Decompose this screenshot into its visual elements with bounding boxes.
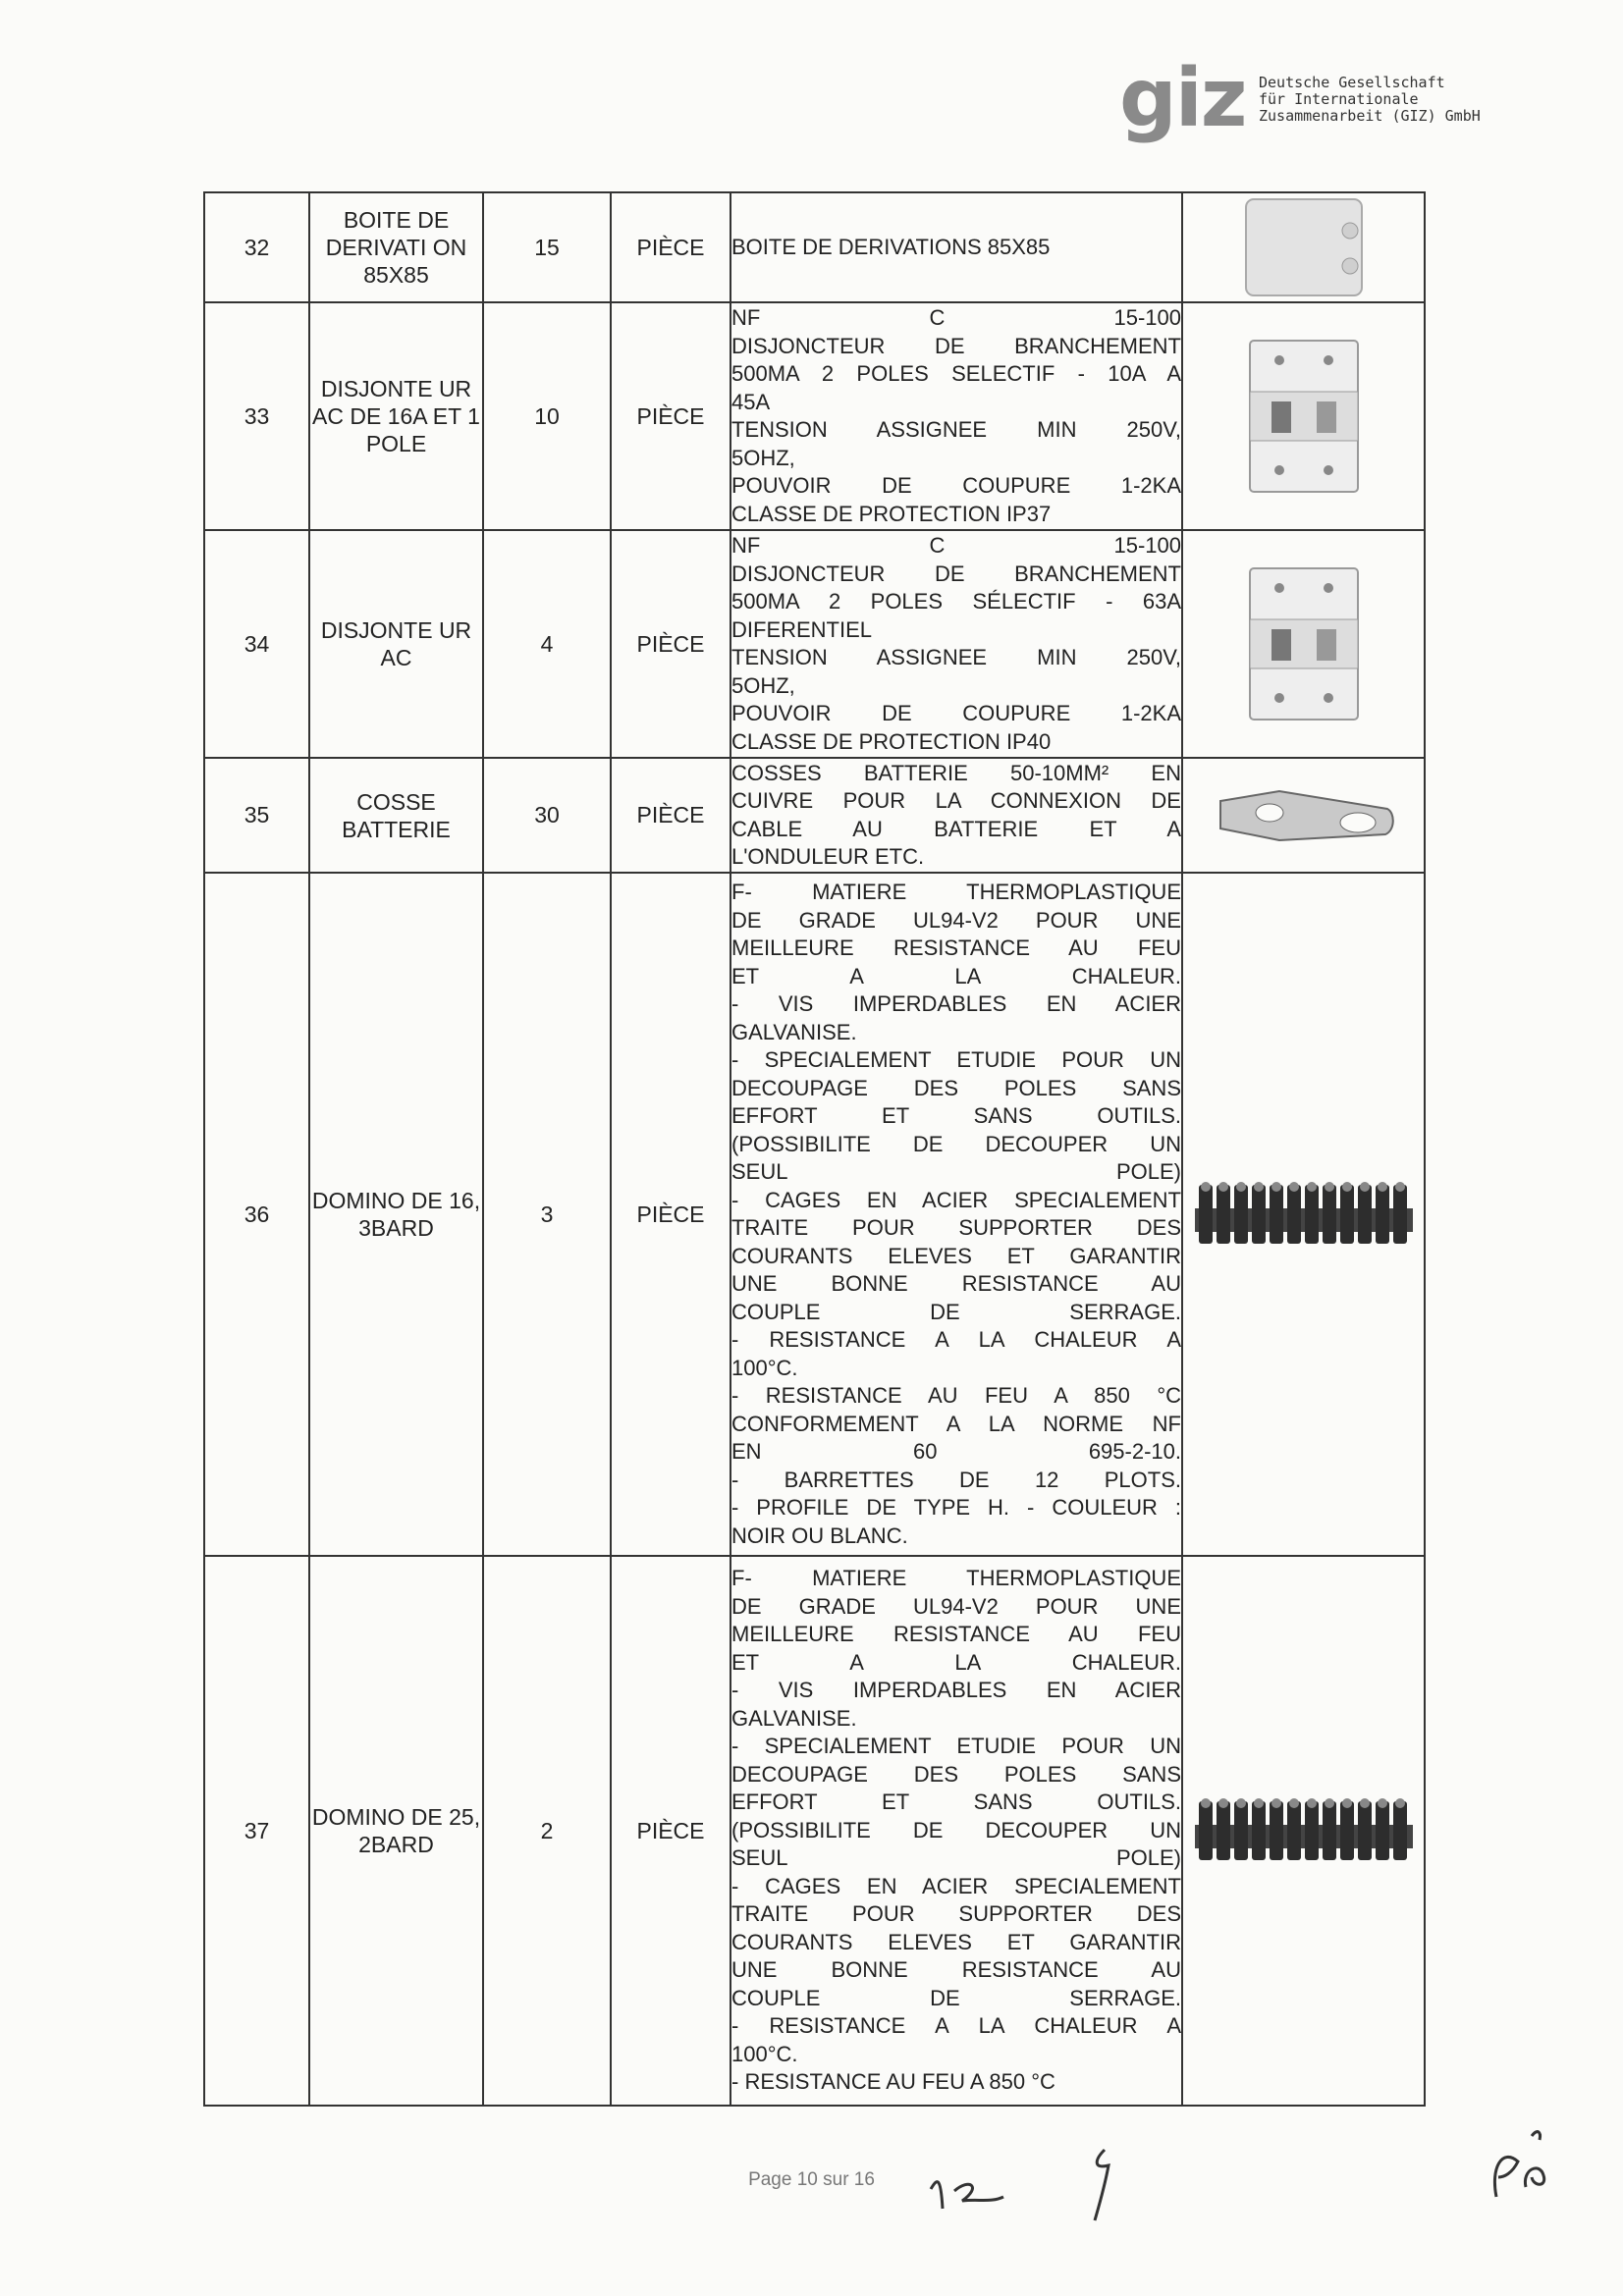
item-number: 33 xyxy=(204,302,309,530)
description-line: - CAGES EN ACIER SPECIALEMENT xyxy=(731,1873,1181,1898)
item-image xyxy=(1182,192,1425,302)
description-line: EFFORT ET SANS OUTILS. xyxy=(731,1103,1181,1128)
handwritten-initials-3 xyxy=(1483,2118,1571,2207)
description-line: F- MATIERE THERMOPLASTIQUE xyxy=(731,1566,1181,1591)
item-name: DISJONTE UR AC DE 16A ET 1 POLE xyxy=(309,302,483,530)
giz-logo-line-1: Deutsche Gesellschaft xyxy=(1259,74,1445,91)
description-line: GALVANISE. xyxy=(731,1705,857,1731)
description-line: CLASSE DE PROTECTION IP37 xyxy=(731,501,1052,526)
item-description xyxy=(730,530,1182,758)
description-line: COSSES BATTERIE 50-10MM² EN xyxy=(731,760,1181,785)
item-number: 35 xyxy=(204,758,309,873)
terminal-strip-icon xyxy=(1191,1165,1417,1263)
description-line: CUIVRE POUR LA CONNEXION DE xyxy=(731,788,1181,813)
table-row xyxy=(204,530,1425,758)
description-line: 500MA 2 POLES SELECTIF - 10A A xyxy=(731,361,1181,386)
description-line: TRAITE POUR SUPPORTER DES xyxy=(731,1215,1181,1240)
item-image xyxy=(1182,758,1425,873)
description-line: POUVOIR DE COUPURE 1-2KA xyxy=(731,473,1181,498)
giz-logo xyxy=(1119,52,1532,147)
description-line: DE GRADE UL94-V2 POUR UNE xyxy=(731,1593,1181,1619)
item-quantity: 2 xyxy=(483,1556,611,2106)
handwritten-initials-2 xyxy=(1075,2138,1134,2226)
item-image xyxy=(1182,302,1425,530)
description-line: DISJONCTEUR DE BRANCHEMENT xyxy=(731,333,1181,358)
item-description xyxy=(730,302,1182,530)
description-line: - VIS IMPERDABLES EN ACIER xyxy=(731,991,1181,1016)
description-line: - VIS IMPERDABLES EN ACIER xyxy=(731,1678,1181,1703)
description-line: TENSION ASSIGNEE MIN 250V, xyxy=(731,645,1181,669)
description-line: - RESISTANCE A LA CHALEUR A xyxy=(731,1327,1181,1352)
junction-box-icon xyxy=(1240,193,1368,301)
description-line: 45A xyxy=(731,389,771,414)
item-quantity: 3 xyxy=(483,873,611,1556)
description-line: - RESISTANCE AU FEU A 850 °C xyxy=(731,2069,1055,2095)
description-line: COUPLE DE SERRAGE. xyxy=(731,1985,1181,2010)
description-line: CONFORMEMENT A LA NORME NF xyxy=(731,1411,1181,1436)
description-line: DISJONCTEUR DE BRANCHEMENT xyxy=(731,561,1181,586)
description-line: EN 60 695-2-10. xyxy=(731,1439,1181,1464)
description-line: EFFORT ET SANS OUTILS. xyxy=(731,1789,1181,1815)
item-description xyxy=(730,192,1182,302)
item-name: DISJONTE UR AC xyxy=(309,530,483,758)
description-line: NF C 15-100 xyxy=(731,305,1181,330)
description-line: 5OHZ, xyxy=(731,445,795,470)
description-line: MEILLEURE RESISTANCE AU FEU xyxy=(731,935,1181,960)
item-name: DOMINO DE 16, 3BARD xyxy=(309,873,483,1556)
description-line: TRAITE POUR SUPPORTER DES xyxy=(731,1901,1181,1927)
description-line: - BARRETTES DE 12 PLOTS. xyxy=(731,1467,1181,1492)
item-name: DOMINO DE 25, 2BARD xyxy=(309,1556,483,2106)
description-line: COUPLE DE SERRAGE. xyxy=(731,1299,1181,1324)
item-unit: PIÈCE xyxy=(611,1556,730,2106)
circuit-breaker-icon xyxy=(1240,333,1368,500)
description-line: SEUL POLE) xyxy=(731,1845,1181,1871)
description-line: L'ONDULEUR ETC. xyxy=(731,844,925,869)
description-line: CABLE AU BATTERIE ET A xyxy=(731,816,1181,841)
description-line: 500MA 2 POLES SÉLECTIF - 63A xyxy=(731,589,1181,614)
item-number: 37 xyxy=(204,1556,309,2106)
table-row xyxy=(204,758,1425,873)
item-number: 32 xyxy=(204,192,309,302)
description-line: - PROFILE DE TYPE H. - COULEUR : xyxy=(731,1495,1181,1520)
giz-logo-line-3: Zusammenarbeit (GIZ) GmbH xyxy=(1259,107,1481,125)
items-table xyxy=(203,191,1426,2107)
item-unit: PIÈCE xyxy=(611,302,730,530)
item-quantity: 10 xyxy=(483,302,611,530)
description-line: GALVANISE. xyxy=(731,1019,857,1044)
item-description xyxy=(730,873,1182,1556)
description-line: - SPECIALEMENT ETUDIE POUR UN xyxy=(731,1047,1181,1072)
description-line: 100°C. xyxy=(731,2041,798,2066)
item-unit: PIÈCE xyxy=(611,530,730,758)
description-line: CLASSE DE PROTECTION IP40 xyxy=(731,728,1052,754)
description-line: DIFERENTIEL xyxy=(731,616,873,642)
description-line: - CAGES EN ACIER SPECIALEMENT xyxy=(731,1187,1181,1212)
item-quantity: 30 xyxy=(483,758,611,873)
description-line: DE GRADE UL94-V2 POUR UNE xyxy=(731,907,1181,933)
description-line: DECOUPAGE DES POLES SANS xyxy=(731,1761,1181,1787)
table-row xyxy=(204,302,1425,530)
item-quantity: 15 xyxy=(483,192,611,302)
giz-logo-line-2: für Internationale xyxy=(1259,90,1419,108)
description-line: MEILLEURE RESISTANCE AU FEU xyxy=(731,1622,1181,1647)
table-row xyxy=(204,873,1425,1556)
description-line: - RESISTANCE A LA CHALEUR A xyxy=(731,2013,1181,2039)
item-number: 34 xyxy=(204,530,309,758)
description-line: 5OHZ, xyxy=(731,672,795,698)
item-description xyxy=(730,1556,1182,2106)
description-line: ET A LA CHALEUR. xyxy=(731,1649,1181,1675)
description-line: BOITE DE DERIVATIONS 85X85 xyxy=(731,234,1051,259)
description-line: - SPECIALEMENT ETUDIE POUR UN xyxy=(731,1734,1181,1759)
item-image xyxy=(1182,873,1425,1556)
item-quantity: 4 xyxy=(483,530,611,758)
item-unit: PIÈCE xyxy=(611,758,730,873)
description-line: SEUL POLE) xyxy=(731,1159,1181,1184)
description-line: - RESISTANCE AU FEU A 850 °C xyxy=(731,1383,1181,1408)
table-row xyxy=(204,1556,1425,2106)
description-line: COURANTS ELEVES ET GARANTIR xyxy=(731,1243,1181,1268)
handwritten-initials-1 xyxy=(923,2140,1011,2218)
page-number: Page 10 sur 16 xyxy=(748,2169,875,2190)
item-unit: PIÈCE xyxy=(611,192,730,302)
table-row xyxy=(204,192,1425,302)
description-line: 100°C. xyxy=(731,1355,798,1380)
description-line: POUVOIR DE COUPURE 1-2KA xyxy=(731,701,1181,725)
item-unit: PIÈCE xyxy=(611,873,730,1556)
description-line: DECOUPAGE DES POLES SANS xyxy=(731,1075,1181,1100)
item-image xyxy=(1182,1556,1425,2106)
description-line: NOIR OU BLANC. xyxy=(731,1522,908,1548)
description-line: F- MATIERE THERMOPLASTIQUE xyxy=(731,880,1181,904)
terminal-strip-icon xyxy=(1191,1782,1417,1880)
item-number: 36 xyxy=(204,873,309,1556)
giz-logo-mark: giz xyxy=(1119,52,1246,145)
giz-logo-text xyxy=(1259,75,1481,125)
item-description xyxy=(730,758,1182,873)
item-name: COSSE BATTERIE xyxy=(309,758,483,873)
description-line: NF C 15-100 xyxy=(731,533,1181,558)
description-line: TENSION ASSIGNEE MIN 250V, xyxy=(731,417,1181,442)
item-image xyxy=(1182,530,1425,758)
description-line: UNE BONNE RESISTANCE AU xyxy=(731,1271,1181,1296)
description-line: (POSSIBILITE DE DECOUPER UN xyxy=(731,1817,1181,1842)
description-line: ET A LA CHALEUR. xyxy=(731,963,1181,988)
description-line: COURANTS ELEVES ET GARANTIR xyxy=(731,1929,1181,1954)
circuit-breaker-icon xyxy=(1240,561,1368,727)
description-line: UNE BONNE RESISTANCE AU xyxy=(731,1957,1181,1983)
description-line: (POSSIBILITE DE DECOUPER UN xyxy=(731,1131,1181,1156)
item-name: BOITE DE DERIVATI ON 85X85 xyxy=(309,192,483,302)
battery-lug-icon xyxy=(1211,781,1397,850)
